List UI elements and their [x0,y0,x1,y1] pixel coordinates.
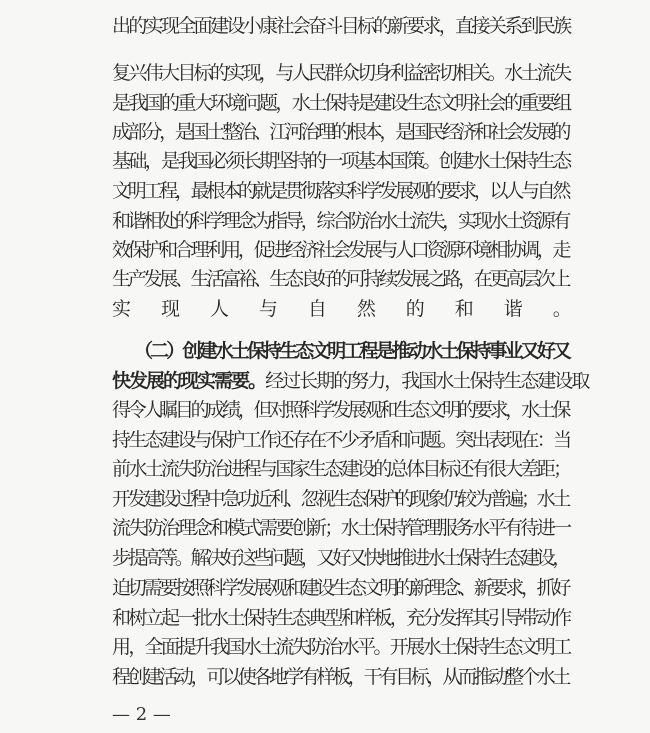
paragraph-2-heading-line-2: 快发展的现实需要。 [112,370,266,392]
paragraph-1-line-4: 成部分，是国土整治、江河治理的根本，是国民经济和社会发展的 [112,121,569,143]
paragraph-1-line-6: 文明工程，最根本的就是贯彻落实科学发展观的要求，以人与自然 [112,180,569,202]
paragraph-1-line-8: 效保护和合理利用，促进经济社会发展与人口资源环境相协调，走 [112,239,569,261]
paragraph-2-line-7: 步提高等。解决好这些问题，又好又快地推进水土保持生态建设， [112,547,569,569]
paragraph-2-line-10: 用，全面提升我国水土流失防治水平。开展水土保持生态文明工 [112,636,570,658]
paragraph-2-line-1 [112,368,588,394]
paragraph-2-line-5: 开发建设过程中急功近利、忽视生态保护的现象仍较为普遍；水土 [112,488,569,510]
paragraph-1-line-2: 复兴伟大目标的实现，与人民群众切身利益密切相关。水土流失 [112,62,570,84]
paragraph-1-line-3: 是我国的重大环境问题，水土保持是建设生态文明社会的重要组 [112,92,570,114]
paragraph-2-line-9: 和树立起一批水土保持生态典型和样板，充分发挥其引导带动作 [112,607,570,629]
paragraph-2-line-4: 前水土流失防治进程与国家生态建设的总体目标还有很大差距； [112,458,570,480]
paragraph-2-line-2: 得令人瞩目的成绩，但对照科学发展观和生态文明的要求，水土保 [112,399,569,421]
paragraph-2-line-6: 流失防治理念和模式需要创新；水土保持管理服务水平有待进一 [112,517,570,539]
paragraph-1-line-9: 生产发展、生活富裕、生态良好的可持续发展之路，在更高层次上 [112,268,569,290]
paragraph-1-line-10: 实现人与自然的和谐。 [112,298,602,320]
paragraph-1-line-5: 基础，是我国必须长期坚持的一项基本国策。创建水土保持生态 [112,150,570,172]
paragraph-1-line-7: 和谐相处的科学理念为指导，综合防治水土流失，实现水土资源有 [112,210,569,232]
paragraph-2-first-line-rest: 经过长期的努力，我国水土保持生态建设取 [265,370,589,392]
paragraph-2-line-3: 持生态建设与保护工作还存在不少矛盾和问题。突出表现在：当 [112,429,570,451]
paragraph-1-line-1: 出的实现全面建设小康社会奋斗目标的新要求，直接关系到民族 [112,15,570,37]
page-number: — 2 — [112,704,171,725]
paragraph-2-heading-line-1: （二）创建水土保持生态文明工程是推动水土保持事业又好又 [134,340,569,362]
paragraph-2-line-11: 程创建活动，可以使各地学有样板，干有目标，从而推动整个水土 [112,666,569,688]
paragraph-2-line-8: 迫切需要按照科学发展观和建设生态文明的新理念、新要求，抓好 [112,577,569,599]
